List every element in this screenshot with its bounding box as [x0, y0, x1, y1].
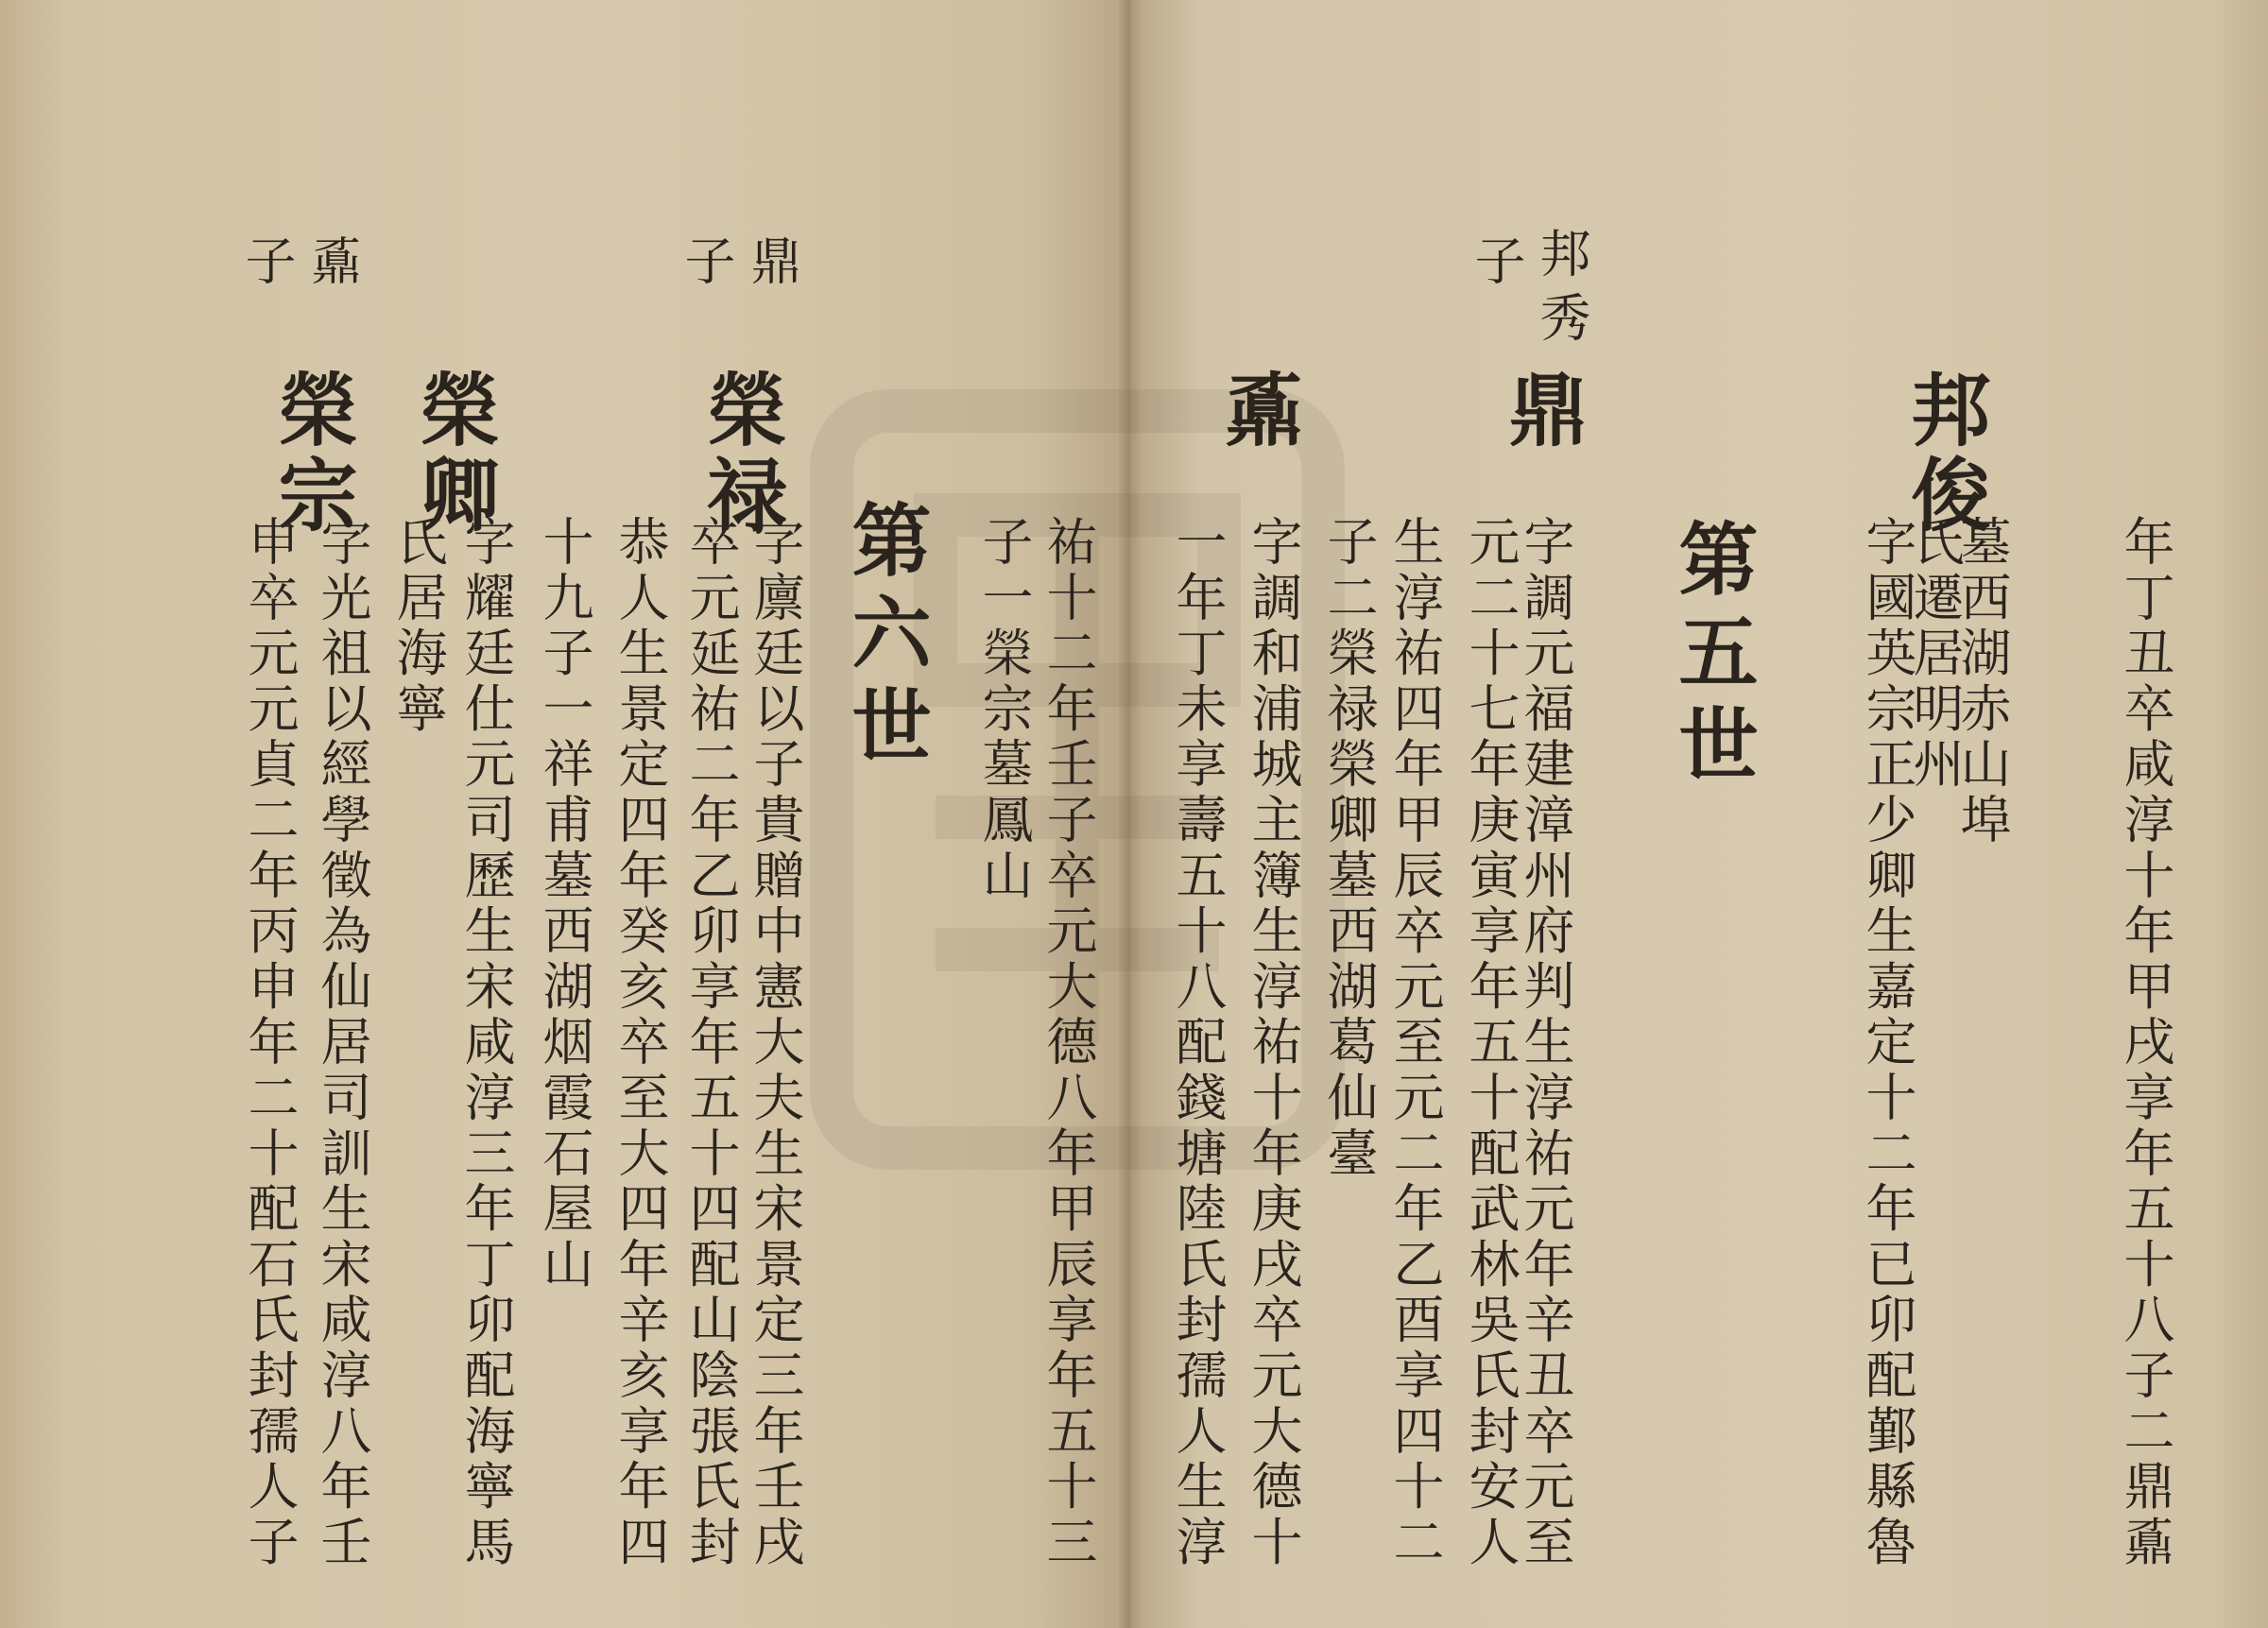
text-column: 卒元延祐二年乙卯享年五十四配山陰張氏封: [681, 515, 741, 1571]
generation-heading: 第六世: [839, 499, 933, 777]
text-column: 字廪廷以子貴贈中憲大夫生宋景定三年壬戌: [746, 515, 805, 1571]
text-column: 氏遷居明州: [1905, 515, 1965, 793]
text-column: 申卒元元貞二年丙申年二十配石氏封孺人子: [240, 515, 300, 1571]
text-column: 字國英宗正少卿生嘉定十二年已卯配鄞縣魯: [1858, 515, 1917, 1571]
relation-label: 子: [1467, 234, 1526, 317]
text-column: 元二十七年庚寅享年五十配武林吳氏封安人: [1461, 515, 1521, 1571]
text-column: 字光祖以經學徵為仙居司訓生宋咸淳八年壬: [313, 515, 372, 1571]
text-column: 年丁丑卒咸淳十年甲戌享年五十八子二鼎鼒: [2116, 515, 2175, 1571]
text-column: 字耀廷仕元司歷生宋咸淳三年丁卯配海寧馬: [456, 515, 516, 1571]
text-column: 字調和浦城主簿生淳祐十年庚戌卒元大德十: [1244, 515, 1303, 1571]
relation-label: 子: [237, 234, 297, 317]
text-column: 恭人生景定四年癸亥卒至大四年辛亥享年四: [610, 515, 670, 1571]
person-name: 榮禄: [695, 368, 788, 539]
text-column: 生淳祐四年甲辰卒元至元二年乙酉享四十二: [1385, 515, 1445, 1571]
person-name: 鼎: [1496, 368, 1589, 454]
text-column: 氏居海寧: [388, 515, 448, 738]
text-column: 子二榮禄榮卿墓西湖葛仙臺: [1319, 515, 1379, 1182]
person-name: 榮宗: [266, 368, 359, 539]
relation-label: 鼒: [303, 234, 363, 317]
generation-heading: 第五世: [1666, 518, 1760, 796]
text-column: 一年丁未享壽五十八配錢塘陸氏封孺人生淳: [1168, 515, 1228, 1571]
person-name: 鼒: [1212, 368, 1306, 454]
relation-label: 子: [677, 234, 736, 317]
relation-label: 鼎: [743, 234, 802, 317]
text-column: 祐十二年壬子卒元大德八年甲辰享年五十三: [1039, 515, 1098, 1571]
text-column: 字調元福建漳州府判生淳祐元年辛丑卒元至: [1516, 515, 1575, 1571]
text-column: 十九子一祥甫墓西湖烟霞石屋山: [535, 515, 594, 1294]
text-column: 子一榮宗墓鳳山: [974, 515, 1034, 904]
library-seal-watermark-icon: [775, 373, 1380, 1186]
text-column: 墓西湖赤山埠: [1952, 515, 2012, 848]
relation-label: 邦秀: [1532, 227, 1591, 355]
person-name: 榮卿: [407, 368, 501, 539]
person-name: 邦俊: [1899, 368, 1992, 539]
